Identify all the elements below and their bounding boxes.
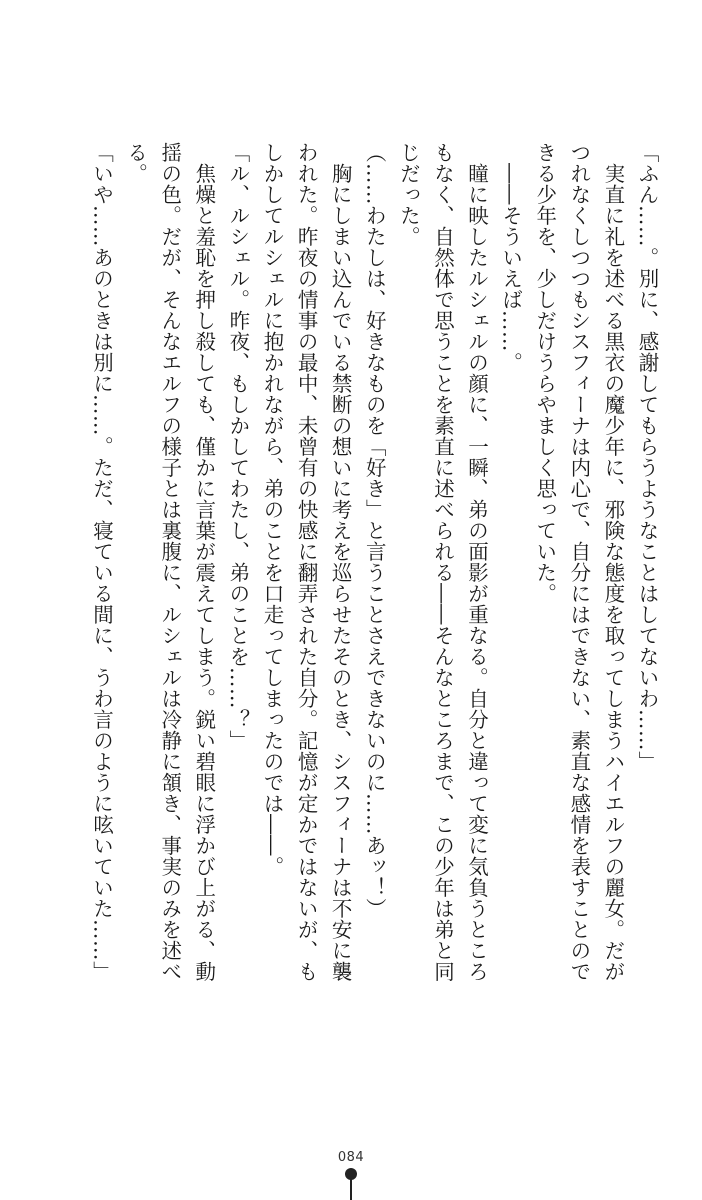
- text-line: 実直に礼を述べる黒衣の魔少年に、邪険な態度を取ってしまうハイエルフの麗女。だが: [600, 142, 625, 982]
- text-line: 「ル、ルシェル。昨夜、もしかしてわたし、弟のことを……？」: [225, 142, 250, 751]
- body-text: [84, 142, 664, 980]
- text-line: きる少年を、少しだけうらやましく思っていた。: [532, 142, 557, 604]
- ornament-stem: [350, 1178, 352, 1200]
- text-line: 「いや……あのときは別に……。ただ、寝ている間に、うわ言のように呟いていた……」: [89, 142, 114, 982]
- text-line: 焦燥と羞恥を押し殺しても、僅かに言葉が震えてしまう。鋭い碧眼に浮かび上がる、動: [191, 142, 216, 982]
- page-ornament-icon: [344, 1168, 358, 1200]
- text-line: つれなくしつつもシスフィーナは内心で、自分にはできない、素直な感情を表すことので: [566, 142, 591, 982]
- text-line: 「ふん……。別に、感謝してもらうようなことはしてないわ……」: [635, 142, 659, 772]
- text-line: 瞳に映したルシェルの顔に、一瞬、弟の面影が重なる。自分と違って変に気負うところ: [464, 142, 489, 982]
- text-line: 胸にしまい込んでいる禁断の想いに考えを巡らせたそのとき、シスフィーナは不安に襲: [328, 142, 353, 982]
- text-line: われた。昨夜の情事の最中、未曾有の快感に翻弄された自分。記憶が定かではないが、も: [294, 142, 319, 982]
- page-number: 084: [337, 1150, 365, 1165]
- text-line: もなく、自然体で思うことを素直に述べられる――そんなところまで、この少年は弟と同: [430, 142, 455, 982]
- text-line: しかしてルシェルに抱かれながら、弟のことを口走ってしまったのでは――。: [259, 142, 284, 877]
- text-line: じだった。: [396, 142, 421, 247]
- text-line: る。: [123, 142, 148, 184]
- text-line: ――そういえば……。: [498, 142, 523, 373]
- text-line: 揺の色。だが、そんなエルフの様子とは裏腹に、ルシェルは冷静に頷き、事実のみを述べ: [157, 142, 182, 982]
- text-line: （……わたしは、好きなものを「好き」と言うことさえできないのに……あッ！）: [362, 142, 387, 919]
